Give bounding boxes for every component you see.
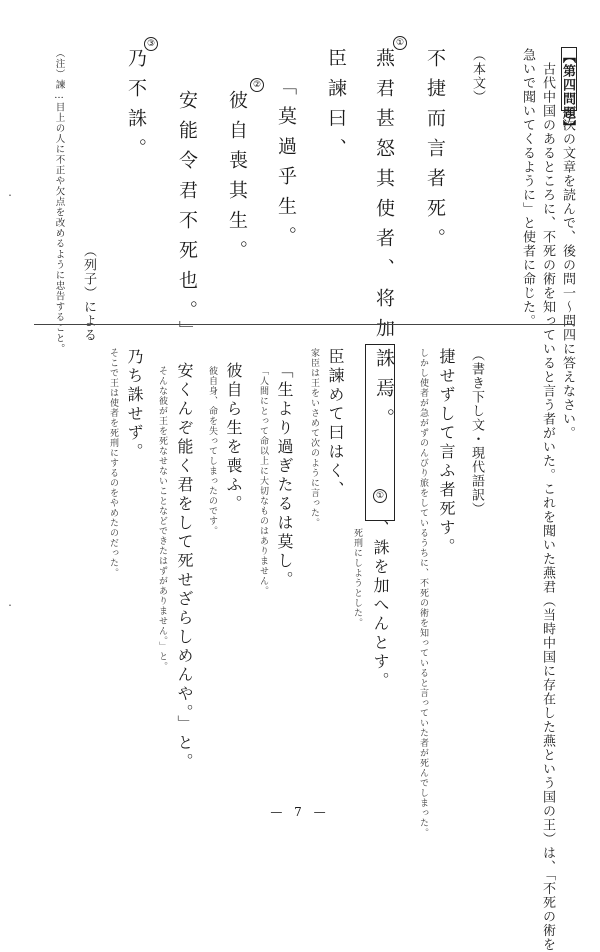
kakikudashi-line-6: 安くんぞ能く君をして死せざらしめんや。」と。	[175, 362, 194, 772]
margin-dot: ・	[6, 601, 14, 610]
honbun-line-1: 不捷而言者死。	[424, 48, 446, 258]
problem-label: 【第四問題】	[560, 50, 575, 134]
marker-3: ③	[144, 37, 158, 51]
translation-line-2: 死刑にしようとした。	[352, 528, 362, 628]
kakikudashi-line-4: 「生より過ぎたるは莫し。	[275, 362, 294, 590]
instruction-line-1: 次の文章を読んで、後の問一〜問四に答えなさい。	[560, 118, 575, 440]
instruction-line-2: 古代中国のあるところに、不死の術を知っていると言う者がいた。これを聞いた燕君（当時中国に存在した燕という国の王）は、「不死の術を	[540, 62, 555, 952]
honbun-label: （本文）	[470, 48, 485, 104]
kakikudashi-line-3: 臣諫めて曰はく、	[326, 348, 345, 500]
kakikudashi-line-2: 、誅を加へんとす。	[371, 520, 390, 691]
honbun-line-7: 乃不誅。	[125, 48, 147, 168]
answer-blank-number: ①	[373, 489, 387, 503]
honbun-line-2: 燕君甚怒其使者、将加誅焉。	[373, 48, 395, 438]
section-divider	[34, 324, 574, 325]
kakikudashi-line-5: 彼自ら生を喪ふ。	[224, 362, 243, 514]
marker-2: ②	[250, 78, 264, 92]
marker-1: ①	[393, 36, 407, 50]
honbun-line-5: 彼自喪其生。	[226, 90, 248, 270]
honbun-line-4: 「莫過乎生。	[275, 76, 297, 256]
answer-blank-box	[365, 344, 395, 521]
translation-line-4: 「人間にとって命以上に大切なものはありません。	[258, 366, 268, 596]
translation-line-5: 彼自身、命を失ってしまったのです。	[207, 366, 217, 536]
honbun-line-6: 安能令君不死也。」	[176, 90, 198, 351]
page-number: — 7 —	[270, 805, 330, 819]
kakikudashi-line-1: 捷せずして言ふ者死す。	[437, 348, 456, 557]
translation-line-1: しかし使者が急がずのんびり旅をしているうちに、不死の術を知っていると言っていた者が死んでしまった。	[418, 348, 428, 838]
translation-line-3: 家臣は王をいさめて次のように言った。	[309, 348, 319, 528]
translation-line-7: そこで王は使者を死刑にするのをやめたのだった。	[108, 348, 118, 578]
translation-line-6: そんな彼が王を死なせないことなどできたはずがありません。」と。	[157, 366, 167, 672]
honbun-line-3: 臣諫曰、	[325, 48, 347, 168]
margin-dot: ・	[6, 191, 14, 200]
kakikudashi-line-7: 乃ち誅せず。	[125, 348, 144, 462]
annotation-note: （注）諫…目上の人に不正や欠点を改めるように忠告すること。	[53, 48, 65, 354]
kakikudashi-label: （書き下し文・現代語訳）	[469, 348, 484, 516]
instruction-line-3: 急いで聞いてくるように」と使者に命じた。	[520, 48, 535, 328]
source-citation: （列子）による	[81, 244, 96, 342]
